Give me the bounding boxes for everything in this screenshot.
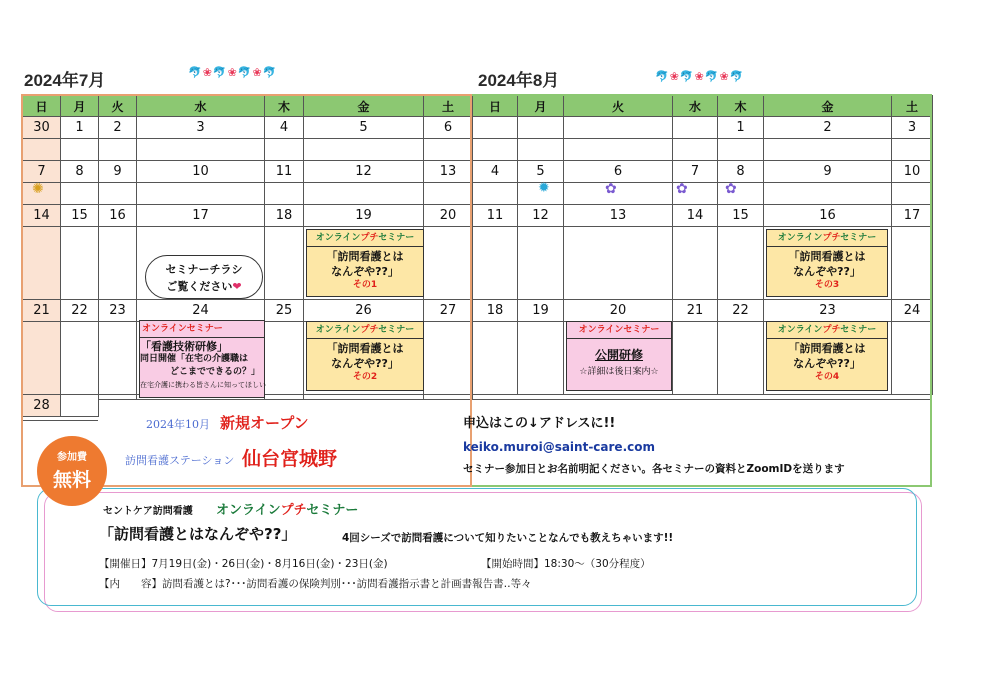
event-cell [892,227,933,300]
event-cell [473,227,518,300]
day-cell: 5 [518,161,564,183]
event-cell [473,322,518,395]
event-cell [99,227,137,300]
day-cell: 10 [137,161,265,183]
day-cell: 25 [265,300,304,322]
day-cell [473,117,518,139]
day-cell: 18 [473,300,518,322]
weekday-header: 火 [99,96,137,117]
day-cell: 18 [265,205,304,227]
event-cell [61,139,99,161]
day-cell: 22 [61,300,99,322]
festival-icon: ✿ [676,181,688,197]
petit-seminar-card-4[interactable]: オンラインプチセミナー 「訪問看護とは なんぞや??」 その4 [766,321,888,391]
petit-seminar-card-1[interactable]: オンラインプチセミナー 「訪問看護とは なんぞや??」 その1 [306,229,424,297]
day-cell: 6 [424,117,473,139]
station-name: 仙台宮城野 [242,448,338,470]
day-cell: 19 [304,205,424,227]
event-cell [892,139,933,161]
event-cell [61,227,99,300]
event-cell [564,227,673,300]
event-cell [304,183,424,205]
day-cell: 17 [137,205,265,227]
day-cell: 14 [673,205,718,227]
event-cell [564,183,673,205]
july-title: 2024年7月 [24,71,106,90]
event-cell [265,227,304,300]
day-cell: 1 [61,117,99,139]
event-cell [23,139,61,161]
dolphin-icon: 🐬 [704,70,720,83]
day-cell: 15 [718,205,764,227]
day-cell [61,395,99,417]
weekday-header: 水 [137,96,265,117]
day-cell: 23 [99,300,137,322]
event-cell [892,322,933,395]
day-cell: 21 [673,300,718,322]
event-cell [473,183,518,205]
dolphin-icon: 🐬 [655,70,670,83]
festival-icon: ✿ [605,181,617,197]
event-cell [424,139,473,161]
flower-icon: ❀ [252,66,263,79]
event-cell [518,227,564,300]
schedule-line: 【開催日】7月19日(金)・26日(金)・8月16日(金)・23日(金) [99,558,388,570]
event-cell [718,322,764,395]
dolphin-icon: 🐬 [679,70,695,83]
event-cell [892,183,933,205]
day-cell: 8 [718,161,764,183]
day-cell: 20 [424,205,473,227]
august-title: 2024年8月 [478,71,560,90]
day-cell: 16 [99,205,137,227]
event-cell [673,322,718,395]
day-cell: 12 [304,161,424,183]
day-cell: 2 [99,117,137,139]
day-cell: 7 [23,161,61,183]
day-cell: 24 [892,300,933,322]
weekday-header: 日 [473,96,518,117]
weekday-header: 木 [718,96,764,117]
day-cell: 9 [764,161,892,183]
day-cell: 30 [23,117,61,139]
day-cell: 6 [564,161,673,183]
day-cell: 16 [764,205,892,227]
day-cell: 20 [564,300,673,322]
event-cell [518,139,564,161]
open-date: 2024年10月 [146,418,210,431]
sunflower-icon: ✺ [32,181,44,197]
bottom-tagline: 4回シーズで訪問看護について知りたいことなんでも教えちゃいます!! [342,532,674,544]
day-cell: 12 [518,205,564,227]
event-cell [304,139,424,161]
event-cell [61,183,99,205]
dolphin-icon: 🐬 [237,66,253,79]
day-cell: 5 [304,117,424,139]
day-cell: 4 [265,117,304,139]
day-cell [518,117,564,139]
open-new: 新規オープン [220,414,309,432]
day-cell [564,117,673,139]
weekday-header: 日 [23,96,61,117]
day-cell: 3 [892,117,933,139]
flower-icon: ❀ [202,66,213,79]
event-cell [265,139,304,161]
day-cell: 8 [61,161,99,183]
day-cell [673,117,718,139]
event-cell [673,227,718,300]
day-cell: 10 [892,161,933,183]
day-cell: 11 [265,161,304,183]
weekday-header: 水 [673,96,718,117]
event-cell [764,139,892,161]
flower-icon: ❀ [669,70,680,83]
event-cell [718,139,764,161]
event-cell [99,183,137,205]
event-cell [23,322,61,395]
org-name: セントケア訪問看護 [103,506,193,517]
seminar-flyer-bubble[interactable]: セミナーチラシ ご覧ください❤ [145,255,263,299]
series-name: オンラインプチセミナー [216,503,359,518]
event-cell [424,227,473,300]
day-cell: 27 [424,300,473,322]
day-cell: 3 [137,117,265,139]
event-cell [99,139,137,161]
event-cell [61,322,99,395]
apply-heading: 申込はこの↓アドレスに!! [463,416,616,431]
day-cell: 22 [718,300,764,322]
weekday-header: 月 [61,96,99,117]
dolphin-icon: 🐬 [262,66,278,79]
dolphin-icon: 🐬 [212,66,228,79]
event-cell [424,183,473,205]
event-cell [137,183,265,205]
decoration-row-july [188,66,277,79]
event-cell [564,139,673,161]
day-cell: 14 [23,205,61,227]
day-cell: 15 [61,205,99,227]
weekday-header: 木 [265,96,304,117]
day-cell: 13 [424,161,473,183]
weekday-header: 金 [304,96,424,117]
event-cell [673,139,718,161]
day-cell: 24 [137,300,265,322]
day-cell: 11 [473,205,518,227]
apply-note: セミナー参加日とお名前明記ください。各セミナーの資料とZoomIDを送ります [463,463,845,475]
kango-seminar-card[interactable]: オンラインセミナー 「看護技術研修」 同日開催「在宅の介護職は どこまでできるの？」 在宅介護に携わる皆さんに知ってほしい [139,320,265,398]
weekday-header: 土 [424,96,473,117]
time-line: 【開始時間】18:30～（30分程度） [481,558,651,570]
day-cell: 28 [23,395,61,417]
fireworks-icon: ✹ [538,180,550,196]
event-cell [137,139,265,161]
event-cell [265,183,304,205]
dolphin-icon: 🐬 [188,66,203,79]
event-cell [518,322,564,395]
free-badge: 参加費 無料 [37,436,107,506]
weekday-header: 月 [518,96,564,117]
flower-icon: ❀ [694,70,705,83]
day-cell: 2 [764,117,892,139]
day-cell: 17 [892,205,933,227]
weekday-header: 土 [892,96,933,117]
decoration-row-august [655,70,744,83]
festival-icon: ✿ [725,181,737,197]
day-cell: 23 [764,300,892,322]
day-cell: 7 [673,161,718,183]
day-cell: 21 [23,300,61,322]
event-cell [424,322,473,395]
public-seminar-card[interactable]: オンラインセミナー 公開研修 ☆詳細は後日案内☆ [566,321,672,391]
station-label: 訪問看護ステーション [125,454,235,467]
dolphin-icon: 🐬 [729,70,745,83]
content-line: 【内 容】訪問看護とは?･･･訪問看護の保険判別･･･訪問看護指示書と計画書報告書‥等々 [99,578,532,590]
flower-icon: ❀ [227,66,238,79]
day-cell: 4 [473,161,518,183]
bottom-headline: 「訪問看護とはなんぞや??」 [99,525,297,543]
event-cell [23,227,61,300]
petit-seminar-card-2[interactable]: オンラインプチセミナー 「訪問看護とは なんぞや??」 その2 [306,321,424,391]
day-cell: 19 [518,300,564,322]
heart-icon: ❤ [232,280,242,293]
event-cell [718,227,764,300]
day-cell: 1 [718,117,764,139]
flower-icon: ❀ [719,70,730,83]
day-cell: 26 [304,300,424,322]
event-cell [99,322,137,395]
weekday-header: 金 [764,96,892,117]
event-cell [764,183,892,205]
apply-email[interactable]: keiko.muroi@saint-care.com [463,440,655,454]
day-cell: 9 [99,161,137,183]
day-cell: 13 [564,205,673,227]
weekday-header: 火 [564,96,673,117]
event-cell [265,322,304,395]
petit-seminar-card-3[interactable]: オンラインプチセミナー 「訪問看護とは なんぞや??」 その3 [766,229,888,297]
event-cell [473,139,518,161]
